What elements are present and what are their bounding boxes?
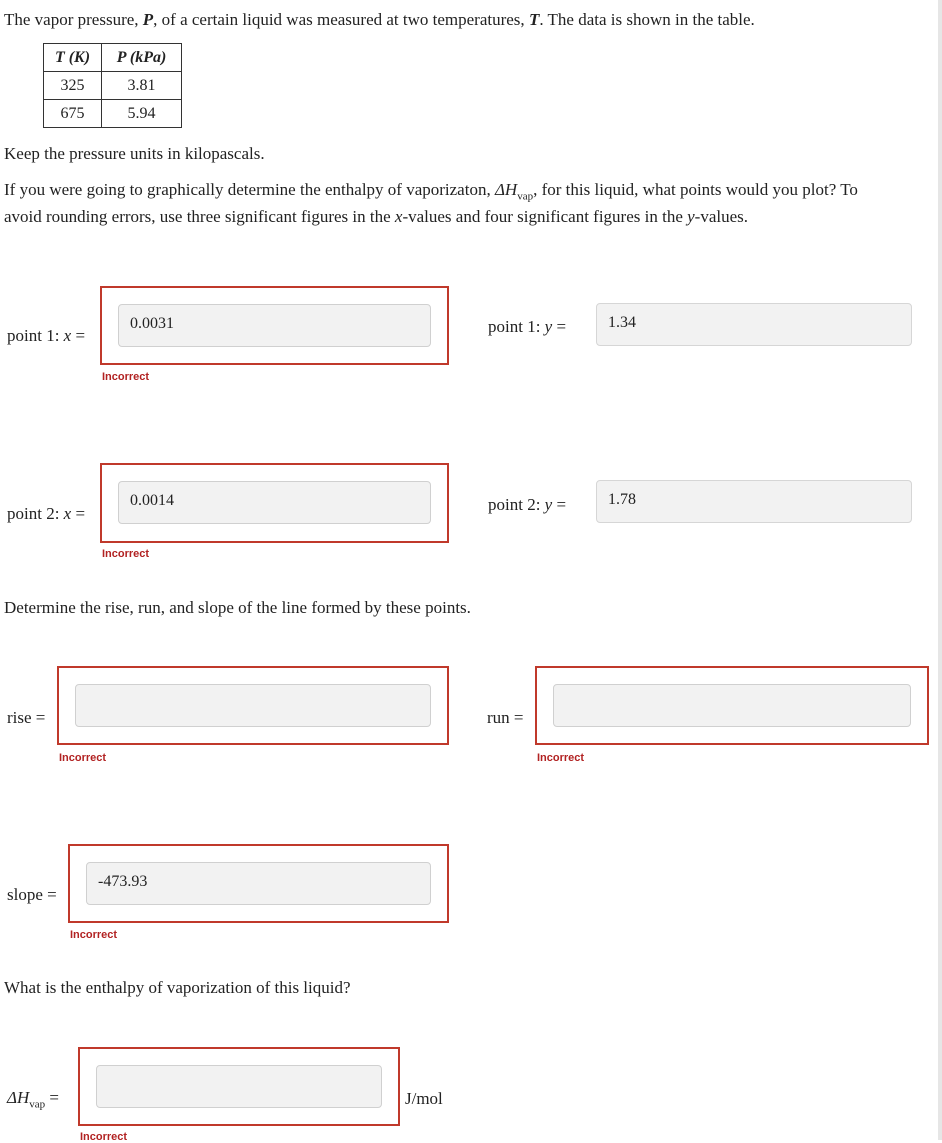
table-header: T (K) — [44, 44, 102, 72]
dhvap-label: $\Delta H_{vap}$ = — [7, 1088, 59, 1111]
point1-x-label: point 1: x = — [7, 326, 86, 345]
table-header: P (kPa) — [102, 44, 182, 72]
point2-x-feedback: Incorrect — [102, 548, 150, 560]
table-cell: 5.94 — [102, 100, 182, 128]
intro-text: The vapor pressure, P, of a certain liquid was measured at two temperatures, T. The data is shown in the table. — [4, 10, 755, 29]
table-row — [44, 100, 182, 128]
data-table — [43, 43, 182, 128]
run-input[interactable] — [553, 684, 911, 727]
question-points-line1: If you were going to graphically determine the enthalpy of vaporizaton, $\Delta H_{vap}$, for this liquid, what points would you plot? To — [4, 180, 858, 203]
dhvap-unit: J/mol — [405, 1089, 443, 1108]
note-text: Keep the pressure units in kilopascals. — [4, 144, 265, 163]
rise-input[interactable] — [75, 684, 431, 727]
run-feedback: Incorrect — [537, 752, 585, 764]
dhvap-input[interactable] — [96, 1065, 382, 1108]
slope-input[interactable]: -473.93 — [86, 862, 431, 905]
rise-feedback: Incorrect — [59, 752, 107, 764]
slope-feedback: Incorrect — [70, 929, 118, 941]
rise-label: rise = — [7, 708, 46, 727]
point2-x-input[interactable]: 0.0014 — [118, 481, 431, 524]
question-enthalpy-text: What is the enthalpy of vaporization of this liquid? — [4, 978, 351, 997]
table-cell: 675 — [44, 100, 102, 128]
question-points-line2: avoid rounding errors, use three significant figures in the x-values and four significant figures in the y-values. — [4, 207, 749, 226]
slope-label: slope = — [7, 885, 57, 904]
table-row — [44, 72, 182, 100]
scrollbar[interactable] — [938, 0, 942, 1140]
dhvap-feedback: Incorrect — [80, 1131, 128, 1143]
point1-y-label: point 1: y = — [488, 317, 567, 336]
table-cell: 325 — [44, 72, 102, 100]
question-slope-text: Determine the rise, run, and slope of the line formed by these points. — [4, 598, 471, 617]
point2-x-label: point 2: x = — [7, 504, 86, 523]
run-label: run = — [487, 708, 524, 727]
point1-y-input[interactable]: 1.34 — [596, 303, 912, 346]
point1-x-input[interactable]: 0.0031 — [118, 304, 431, 347]
point2-y-label: point 2: y = — [488, 495, 567, 514]
table-cell: 3.81 — [102, 72, 182, 100]
point1-x-feedback: Incorrect — [102, 371, 150, 383]
point2-y-input[interactable]: 1.78 — [596, 480, 912, 523]
